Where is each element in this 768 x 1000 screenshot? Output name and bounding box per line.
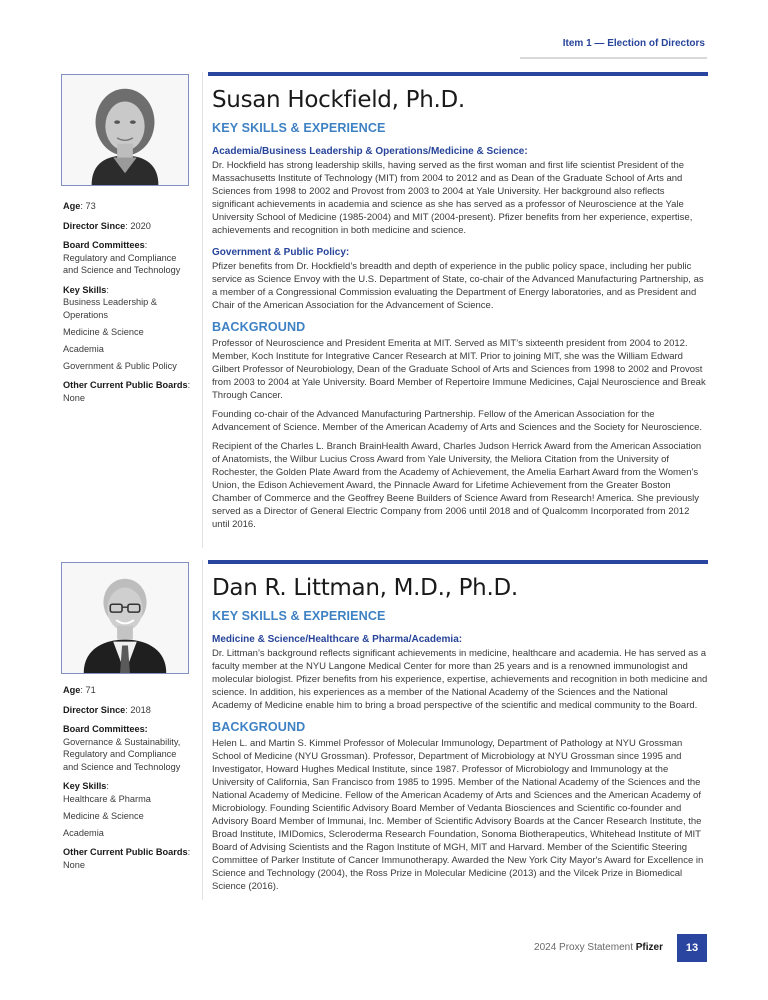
director-photo [61, 74, 189, 186]
portrait-woman-icon [62, 75, 188, 185]
portrait-man-icon [62, 563, 188, 673]
director-profile-hockfield [0, 72, 768, 552]
age-value: 71 [85, 685, 96, 695]
background-paragraph: Recipient of the Charles L. Branch BrainHealth Award, Charles Judson Herrick Award from the American Association of Anatomists, the Wilbur Lucius Cross Award from Yale University, the Meliora Citation from the University of Rochester, the Golden Plate Award from the Academy of Achievement, the Amelia Earhart Award from the Women’s Union, the Edison Achievement Award, the Pinnacle Award for Lifetime Achievement from the Greater Boston Chamber of Commerce and the Geoffrey Beene Builders of Science Award from Research! America. She previously served as a Director of General Electric Company from 2006 until 2018 and of Qualcomm Incorporated from 2012 until 2016. [212, 441, 702, 530]
director-profile-littman [0, 560, 768, 910]
background-heading: BACKGROUND [212, 720, 306, 734]
column-divider [202, 560, 203, 900]
key-skill-item: Medicine & Science [63, 326, 144, 337]
section-title: Item 1 — Election of Directors [562, 38, 705, 49]
skills-paragraph: Pfizer benefits from Dr. Hockfield’s breadth and depth of experience in the public policy space, including her public service as Science Envoy with the U.S. Department of State, co-chair of the Advanced Manufacturing Partnership, as a member of a Congressional Commission evaluating the Department of Energy laboratories, and as President and Chair of the American Association for the Advancement of Science. [212, 261, 704, 311]
director-since-field: Director Since: 2020 [63, 220, 151, 231]
age-field: Age: 73 [63, 201, 96, 211]
key-skills-field: Key Skills: Healthcare & Pharma Medicine & Science Academia [63, 780, 193, 839]
skills-subheading: Academia/Business Leadership & Operations/Medicine & Science: [212, 146, 528, 157]
skills-subheading: Government & Public Policy: [212, 247, 350, 258]
other-boards-value: None [63, 859, 85, 870]
director-name: Susan Hockfield, Ph.D. [212, 87, 465, 113]
key-skill-item: Medicine & Science [63, 810, 144, 821]
director-photo [61, 562, 189, 674]
key-skill-item: Academia [63, 827, 104, 838]
key-skill-item: Government & Public Policy [63, 360, 177, 371]
other-boards-field: Other Current Public Boards: None [63, 847, 191, 870]
header-rule [520, 57, 707, 59]
background-paragraph: Founding co-chair of the Advanced Manufacturing Partnership. Fellow of the American Association for the Advancement of Science. Member of the American Academy of Arts and Sciences and the Society for Neuroscience. [212, 409, 703, 433]
footer-document: 2024 Proxy Statement [534, 942, 633, 953]
committees-value: Regulatory and Compliance and Science and Technology [63, 252, 181, 275]
skills-paragraph: Dr. Littman’s background reflects significant achievements in medicine, healthcare and academia. He has served as a faculty member at the NYU Langone Medical Center for more than 25 years and is a renowned immunologist and molecular biologist. Pfizer benefits from his experience, expertise, achievements and recognition in both medicine and science. In addition, his experiences as a member of the National Academy of the Sciences and the National Academy of Medicine enable him to bring a broad perspective of the scientific and medical community to the Board. [212, 648, 708, 711]
age-field: Age: 71 [63, 685, 96, 695]
director-since-field: Director Since: 2018 [63, 704, 151, 715]
director-facts [63, 684, 193, 878]
director-since-value: 2020 [130, 220, 151, 231]
key-skill-item: Academia [63, 343, 104, 354]
footer-brand: Pfizer [635, 942, 663, 953]
other-boards-field: Other Current Public Boards: None [63, 380, 191, 403]
skills-heading: KEY SKILLS & EXPERIENCE [212, 121, 386, 135]
page-number: 13 [677, 934, 707, 962]
skills-paragraph: Dr. Hockfield has strong leadership skills, having served as the first woman and first life scientist President of the Massachusetts Institute of Technology (MIT) from 2004 to 2012 and as Dean of the Graduate School of Arts and Sciences from 1998 to 2002 and Provost from 2003 to 2004 at Yale University. Her background also reflects significant achievements in academia and science as she has served as a professor of Neuroscience at the Yale University School of Medicine (1985-2004) and MIT (2004-present). Pfizer benefits from her experience, expertise, achievements and recognition in both medicine and science. [212, 160, 693, 236]
director-name: Dan R. Littman, M.D., Ph.D. [212, 575, 518, 601]
background-paragraph: Helen L. and Martin S. Kimmel Professor of Molecular Immunology, Department of Pathology at NYU Grossman School of Medicine (NYU Grossman). Professor, Department of Microbiology at NYU Grossman since 1995 and Investigator, Howard Hughes Medical Institute, since 1987. Professor of Microbiology and Immunology at the University of California, San Francisco from 1985 to 1995. Member of the National Academy of the Sciences and the National Academy of Medicine. Fellow of the American Academy of Arts and Sciences and the American Academy of Microbiology. Founding Scientific Advisory Board Member of Vedanta Biosciences and Scientific co-founder and Advisory Board Member of Immunai, Inc. Member of Scientific Advisory Boards at the Cancer Research Institute, the Broad Institute, IMIDomics, Scleroderma Research Foundation, Sonoma Biotherapeutics, Whitehead Institute of MIT Board of Advising Scientists and the Ragon Institute of MGH, MIT and Harvard. Member of the Scientific Steering Committee of Parker Institute of Cancer Immunotherapy. Awarded the New York City Mayor's Award for Excellence in Science and Technology (2004), the Ross Prize in Molecular Medicine (2013) and the Vilcek Prize in Biomedical Science (2016). [212, 738, 704, 892]
director-since-value: 2018 [130, 704, 151, 715]
committees-field: Board Committees: Regulatory and Compliance and Science and Technology [63, 240, 181, 275]
director-details [212, 560, 708, 893]
skills-heading: KEY SKILLS & EXPERIENCE [212, 609, 386, 623]
background-heading: BACKGROUND [212, 320, 306, 334]
background-paragraph: Professor of Neuroscience and President Emerita at MIT. Served as MIT’s sixteenth president from 2004 to 2012. Member, Koch Institute for Integrative Cancer Research at MIT. Prior to joining MIT, she was the William Edward Gilbert Professor of Neurobiology, Dean of the Graduate School of Arts and Sciences from 1998 to 2002 and Provost from 2003 to 2004 at Yale University. Board Member of Repertoire Immune Medicines, Cajal Neuroscience and Break Through Cancer. [212, 338, 706, 401]
committees-value: Governance & Sustainability, Regulatory and Compliance and Science and Technology [63, 736, 181, 772]
column-divider [202, 72, 203, 548]
key-skill-item: Business Leadership & Operations [63, 297, 157, 320]
key-skill-item: Healthcare & Pharma [63, 793, 151, 804]
director-details [212, 72, 708, 531]
age-value: 73 [85, 201, 96, 211]
skills-subheading: Medicine & Science/Healthcare & Pharma/Academia: [212, 634, 463, 645]
committees-field: Board Committees: Governance & Sustainability, Regulatory and Compliance and Science and Technology [63, 724, 181, 772]
director-facts [63, 200, 193, 411]
other-boards-value: None [63, 392, 85, 403]
key-skills-field: Key Skills: Business Leadership & Operations Medicine & Science Academia Government & Public Policy [63, 284, 193, 373]
footer-text [0, 942, 663, 953]
